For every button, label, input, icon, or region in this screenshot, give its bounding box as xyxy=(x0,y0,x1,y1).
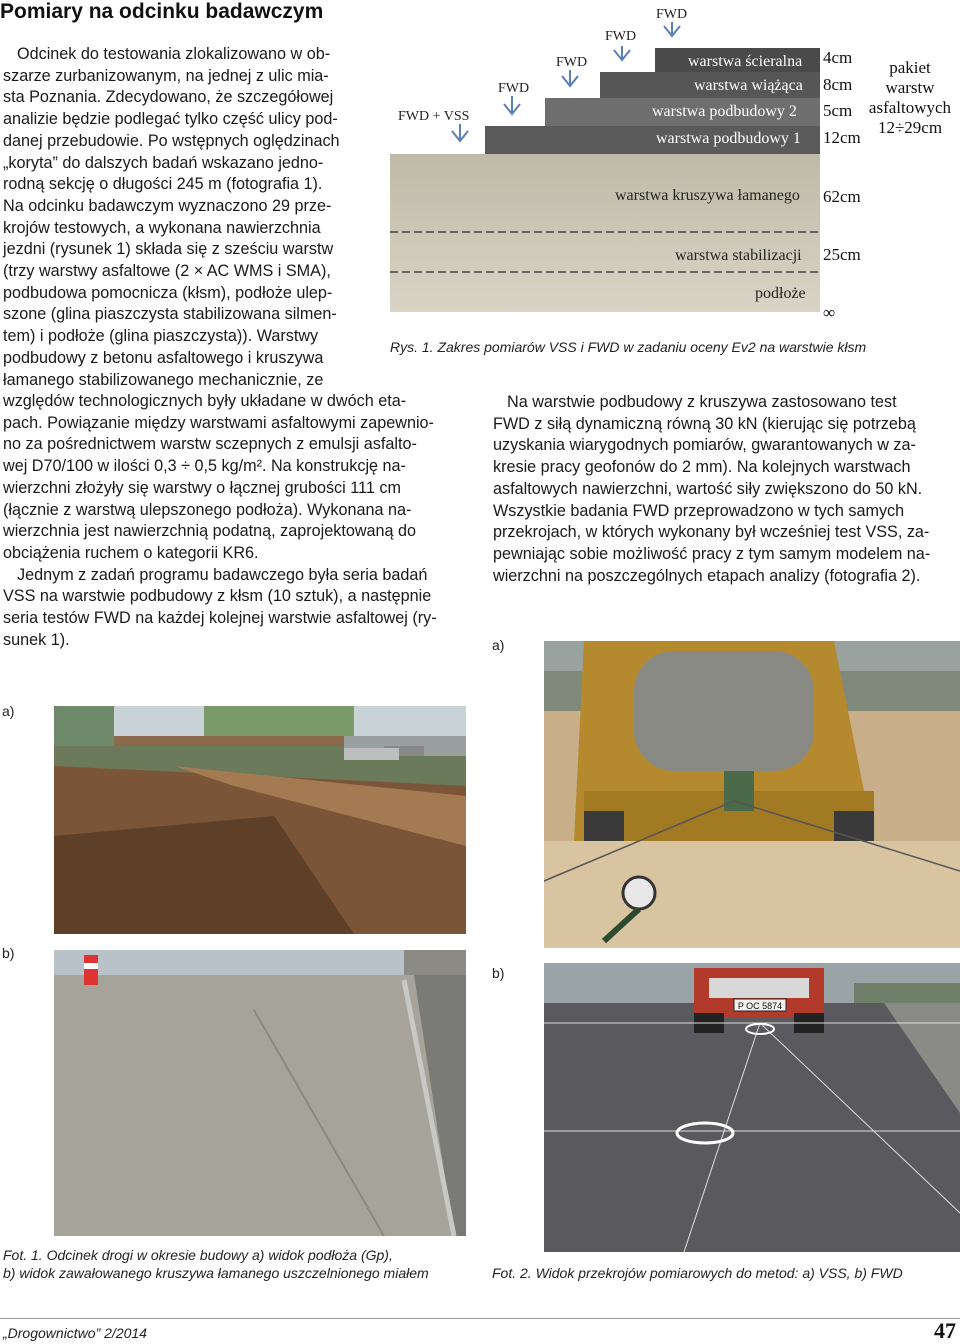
text-line: Odcinek do testowania zlokalizowano w ob- xyxy=(17,45,331,63)
text-line: kresie pracy geofonów do 2 mm). Na kolejnych warstwach xyxy=(493,458,911,477)
fot1-b-label: b) xyxy=(2,945,15,961)
text-line: „koryta” do dalszych badań wskazano jedno- xyxy=(3,153,324,172)
text-line: Wszystkie badania FWD przeprowadzono w tych samych xyxy=(493,501,905,520)
figure-caption: Rys. 1. Zakres pomiarów VSS i FWD w zadaniu oceny Ev2 na warstwie kłsm xyxy=(390,339,867,355)
fwd-vss-label: FWD + VSS xyxy=(398,109,470,124)
footer-rule xyxy=(0,1318,960,1319)
layer-thickness: 62cm xyxy=(823,187,861,206)
fot1-a-photo xyxy=(54,706,466,934)
fot2-b-photo xyxy=(544,963,960,1252)
layer-name: warstwa podbudowy 2 xyxy=(652,103,797,120)
journal-name: „Drogownictwo” 2/2014 xyxy=(3,1325,147,1341)
text-line: tem) i podłoże (glina piaszczysta)). Warstwy xyxy=(3,327,319,346)
license-plate: P OC 5874 xyxy=(737,1001,783,1011)
text-line: wierzchni złożyły się warstwy o łącznej grubości 111 cm xyxy=(3,478,401,497)
fot1-caption-1: Fot. 1. Odcinek drogi w okresie budowy a) widok podłoża (Gp), xyxy=(3,1247,393,1263)
text-line: VSS na warstwie podbudowy z kłsm (10 sztuk), a następnie xyxy=(3,587,432,606)
fot2-a-label: a) xyxy=(492,637,505,653)
layer-thickness: ∞ xyxy=(823,303,836,322)
page-number: 47 xyxy=(934,1318,956,1343)
text-line: (łącznie z warstwą ulepszonego podłoża). Wykonana na- xyxy=(3,500,412,519)
fot1-a-label: a) xyxy=(2,703,15,719)
text-line: pewniając sobie możliwość pracy z tym samym modelem na- xyxy=(493,544,931,563)
fot2-b-label: b) xyxy=(492,965,505,981)
layer-name: warstwa stabilizacji xyxy=(675,247,802,264)
text-line: podbudowa pomocnicza (kłsm), podłoże ulep- xyxy=(3,283,333,302)
text-line: łamanego stabilizowanego mechanicznie, ze xyxy=(3,370,324,389)
layer-name: warstwa wiążąca xyxy=(694,77,803,94)
text-line: sunek 1). xyxy=(3,630,70,649)
text-line: pach. Powiązanie między warstwami asfaltowymi zapewnio- xyxy=(3,413,434,432)
layer-name: podłoże xyxy=(755,285,806,302)
left-column-text xyxy=(3,44,367,391)
text-line: obciążenia ruchem o kategorii KR6. xyxy=(3,543,259,562)
layer-thickness: 8cm xyxy=(823,75,853,94)
layer-name: warstwa ścieralna xyxy=(688,53,803,70)
text-line: podbudowy z betonu asfaltowego i kruszywa xyxy=(3,348,324,367)
layer-name: warstwa podbudowy 1 xyxy=(656,130,801,147)
fot2-caption: Fot. 2. Widok przekrojów pomiarowych do metod: a) VSS, b) FWD xyxy=(492,1265,903,1281)
layer-thickness: 12cm xyxy=(823,128,861,147)
text-line: wierzchnia jest nawierzchnią podatną, zaprojektowaną do xyxy=(3,522,417,541)
right-column-text xyxy=(493,392,958,587)
text-line: uzyskania wiarygodnych pomiarów, gwarantowanych w za- xyxy=(493,436,916,455)
text-line: FWD z siłą dynamiczną równą 30 kN (kierując się potrzebą xyxy=(493,414,916,433)
text-line: Jednym z zadań programu badawczego była seria badań xyxy=(17,565,428,584)
pakiet-label: asfaltowych xyxy=(868,98,952,117)
fwd-label: FWD xyxy=(656,7,688,22)
text-line: no za pośrednictwem warstw sczepnych z emulsji asfalto- xyxy=(3,435,417,454)
layer-thickness: 4cm xyxy=(823,48,853,67)
left-column-wide-text xyxy=(3,391,467,651)
text-line: szarze zurbanizowanym, na jednej z ulic mia- xyxy=(3,66,329,85)
pakiet-label: 12÷29cm xyxy=(877,118,943,137)
pakiet-label: warstw xyxy=(885,78,935,97)
text-line: wej D70/100 w ilości 0,3 ÷ 0,5 kg/m². Na konstrukcję na- xyxy=(3,457,406,476)
text-line: krojów testowych, a wykonana nawierzchnia xyxy=(3,218,321,237)
text-line: wierzchni na poszczególnych etapach analizy (fotografia 2). xyxy=(493,566,921,585)
layer-thickness: 25cm xyxy=(823,245,861,264)
layer-thickness: 5cm xyxy=(823,101,853,120)
text-line: szone (glina piaszczysta stabilizowana silmen- xyxy=(3,305,337,324)
fwd-label: FWD xyxy=(605,29,637,44)
text-line: analizie będzie podlegać tylko część ulicy pod- xyxy=(3,110,338,129)
text-line: danej przebudowie. Po wstępnych oględzinach xyxy=(3,131,340,150)
text-line: Na warstwie podbudowy z kruszywa zastosowano test xyxy=(507,393,897,411)
text-line: względów technologicznych były układane w dwóch eta- xyxy=(3,392,407,410)
pakiet-label: pakiet xyxy=(889,58,931,77)
fot1-b-photo xyxy=(54,950,466,1236)
text-line: (trzy warstwy asfaltowe (2 × AC WMS i SMA), xyxy=(3,262,331,281)
fwd-label: FWD xyxy=(498,81,530,96)
fot2-a-photo xyxy=(544,641,960,948)
text-line: przekrojach, w których wykonany był wcześniej test VSS, za- xyxy=(493,523,930,542)
fot1-caption-2: b) widok zawałowanego kruszywa łamanego uszczelnionego miałem xyxy=(3,1265,429,1281)
layer-name: warstwa kruszywa łamanego xyxy=(615,187,800,204)
section-heading: Pomiary na odcinku badawczym xyxy=(0,0,324,23)
layer-diagram xyxy=(390,0,960,335)
text-line: sta Poznania. Zdecydowano, że szczegółowej xyxy=(3,88,334,107)
text-line: asfaltowych nawierzchni, wartość siły zwiększono do 50 kN. xyxy=(493,479,923,498)
text-line: Na odcinku badawczym wyznaczono 29 prze- xyxy=(3,196,332,215)
text-line: seria testów FWD na każdej kolejnej warstwie asfaltowej (ry- xyxy=(3,609,437,628)
text-line: jezdni (rysunek 1) składa się z sześciu warstw xyxy=(3,240,334,259)
fwd-label: FWD xyxy=(556,55,588,70)
text-line: rodną sekcję o długości 245 m (fotografia 1). xyxy=(3,175,323,194)
